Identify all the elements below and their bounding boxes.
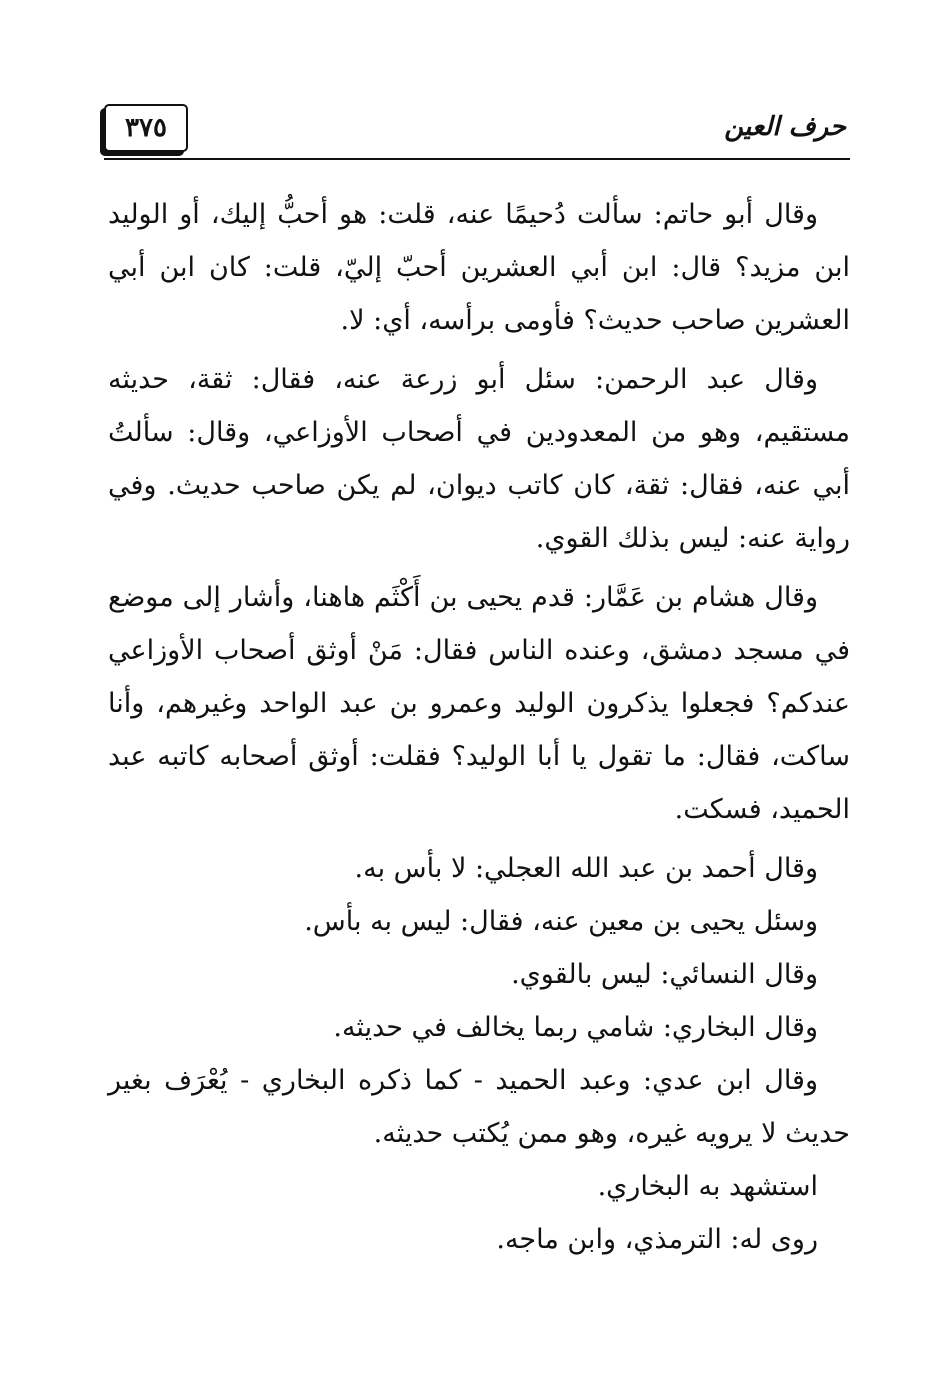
header-divider	[104, 158, 850, 160]
paragraph-hisham-ibn-ammar: وقال هشام بن عَمَّار: قدم يحيى بن أَكْثَم هاهنا، وأشار إلى موضع في مسجد دمشق، وعنده الناس فقال: مَنْ أوثق أصحاب الأوزاعي عندكم؟ فجعلوا يذكرون الوليد وعمرو بن عبد الواحد وغيرهم، وأنا ساكت، فقال: ما تقول يا أبا الوليد؟ فقلت: أوثق أصحابه كاتبه عبد الحميد، فسكت.	[108, 582, 850, 825]
running-title: حرف العين	[724, 112, 846, 142]
page-body	[108, 188, 850, 1266]
page-header	[104, 104, 850, 164]
paragraph-al-ijli: وقال أحمد بن عبد الله العجلي: لا بأس به.	[354, 853, 818, 884]
paragraph-rawa-lahu: روى له: الترمذي، وابن ماجه.	[496, 1224, 818, 1255]
paragraph-abu-hatim: وقال أبو حاتم: سألت دُحيمًا عنه، قلت: هو أحبُّ إليك، أو الوليد ابن مزيد؟ قال: ابن أبي العشرين أحبّ إليّ، قلت: كان ابن أبي العشرين صاحب حديث؟ فأومى برأسه، أي: لا.	[108, 199, 850, 336]
paragraph-ibn-main: وسئل يحيى بن معين عنه، فقال: ليس به بأس.	[304, 906, 818, 937]
paragraph-istashhad: استشهد به البخاري.	[597, 1171, 818, 1202]
paragraph-abd-al-rahman: وقال عبد الرحمن: سئل أبو زرعة عنه، فقال: ثقة، حديثه مستقيم، وهو من المعدودين في أصحاب الأوزاعي، وقال: سألتُ أبي عنه، فقال: ثقة، كان كاتب ديوان، لم يكن صاحب حديث. وفي رواية عنه: ليس بذلك القوي.	[108, 364, 850, 554]
page-number: ٣٧٥	[104, 104, 188, 152]
paragraph-al-nasai: وقال النسائي: ليس بالقوي.	[511, 959, 818, 990]
paragraph-al-bukhari: وقال البخاري: شامي ربما يخالف في حديثه.	[333, 1012, 818, 1043]
paragraph-ibn-adi: وقال ابن عدي: وعبد الحميد - كما ذكره البخاري - يُعْرَف بغير حديث لا يرويه غيره، وهو ممن يُكتب حديثه.	[108, 1065, 850, 1149]
